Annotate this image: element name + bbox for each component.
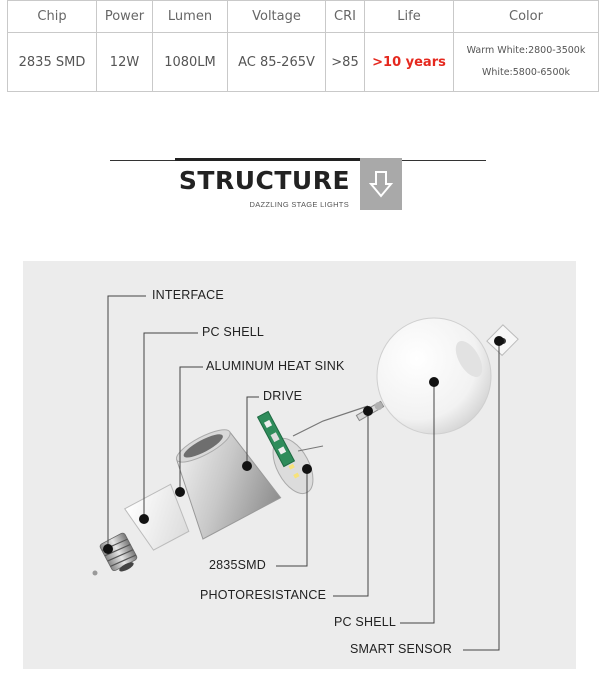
label-drive: DRIVE bbox=[263, 389, 303, 403]
structure-subtitle: DAZZLING STAGE LIGHTS bbox=[249, 200, 349, 209]
value-power: 12W bbox=[97, 33, 153, 92]
exploded-bulb-illustration bbox=[23, 261, 576, 669]
label-pc-shell-bottom: PC SHELL bbox=[334, 615, 397, 629]
screw-base-part bbox=[99, 532, 140, 576]
color-line-white: White:5800-6500k bbox=[481, 67, 571, 78]
label-aluminum-heat-sink: ALUMINUM HEAT SINK bbox=[206, 359, 345, 373]
spec-table bbox=[7, 0, 599, 92]
spec-header-row bbox=[8, 1, 599, 33]
label-smart-sensor: SMART SENSOR bbox=[350, 642, 452, 656]
header-chip: Chip bbox=[8, 1, 97, 33]
structure-title: STRUCTURE bbox=[178, 166, 351, 195]
down-arrow-icon bbox=[360, 158, 402, 210]
label-interface: INTERFACE bbox=[152, 288, 224, 302]
spec-value-row bbox=[8, 33, 599, 92]
value-chip: 2835 SMD bbox=[8, 33, 97, 92]
exploded-diagram-panel bbox=[23, 261, 576, 669]
label-pc-shell-top: PC SHELL bbox=[202, 325, 265, 339]
banner-accent-line bbox=[175, 158, 360, 161]
value-lumen: 1080LM bbox=[153, 33, 228, 92]
label-2835smd: 2835SMD bbox=[209, 558, 266, 572]
value-color bbox=[454, 33, 599, 92]
label-photoresistance: PHOTORESISTANCE bbox=[200, 588, 327, 602]
header-lumen: Lumen bbox=[153, 1, 228, 33]
header-voltage: Voltage bbox=[228, 1, 326, 33]
header-power: Power bbox=[97, 1, 153, 33]
value-voltage: AC 85-265V bbox=[228, 33, 326, 92]
header-cri: CRI bbox=[326, 1, 365, 33]
color-line-warm: Warm White:2800-3500k bbox=[466, 45, 586, 56]
value-life: >10 years bbox=[365, 33, 454, 92]
header-life: Life bbox=[365, 1, 454, 33]
header-color: Color bbox=[454, 1, 599, 33]
value-cri: >85 bbox=[326, 33, 365, 92]
